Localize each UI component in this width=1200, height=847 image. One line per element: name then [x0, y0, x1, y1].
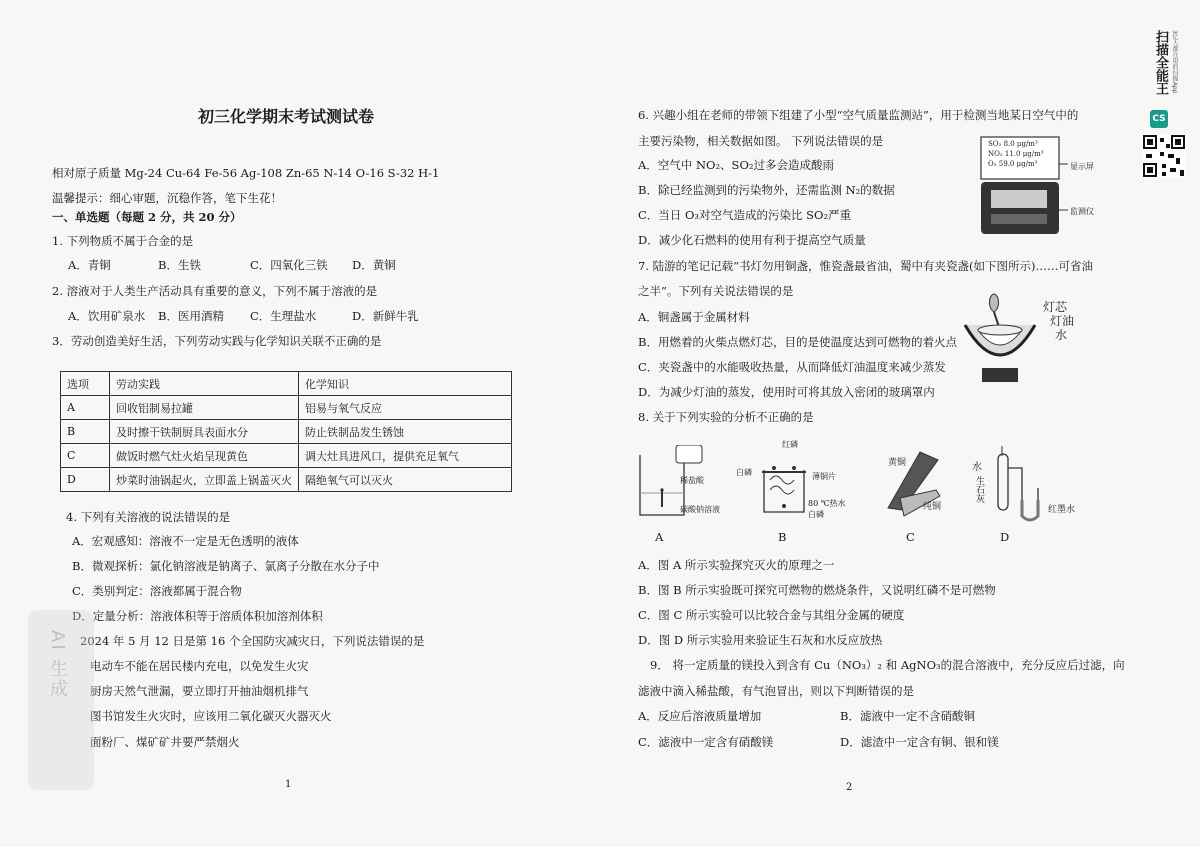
monitor-no2: NO₂ 11.0 μg/m³ [988, 150, 1044, 158]
fig-b-caption: B [778, 530, 787, 544]
question-8: 8. 关于下列实验的分析不正确的是 [638, 410, 814, 424]
table-cell: 铝易与氧气反应 [299, 396, 512, 420]
q4-option-d: D．定量分析：溶液体积等于溶质体积加溶剂体积 [72, 609, 323, 623]
exam-title: 初三化学期末考试测试卷 [198, 107, 375, 126]
question-9-line2: 滤液中滴入稀盐酸，有气泡冒出，则以下判断错误的是 [638, 684, 914, 698]
fig-b-hot-water: 80 ℃热水 [808, 499, 846, 508]
table-cell: 炒菜时油锅起火，立即盖上锅盖灭火 [110, 468, 299, 492]
table-cell: D [61, 468, 110, 492]
fig-c-copper-label: 纯铜 [923, 502, 942, 512]
q1-option-d: D．黄铜 [352, 258, 396, 272]
scanner-brand-name: 扫描全能王 [1153, 30, 1168, 95]
table-cell: 隔绝氧气可以灭火 [299, 468, 512, 492]
q4-option-b: B．微观探析：氯化钠溶液是钠离子、氯离子分散在水分子中 [72, 559, 380, 573]
experiment-b-figure [760, 450, 810, 520]
table-header-cell: 选项 [61, 372, 110, 396]
lamp-label-wick: 灯芯 [1043, 300, 1068, 314]
q2-option-c: C．生理盐水 [250, 309, 317, 323]
exam-tip: 温馨提示：细心审题，沉稳作答，笔下生花！ [52, 191, 282, 205]
table-cell: 防止铁制品发生锈蚀 [299, 420, 512, 444]
monitor-o3: O₃ 59.0 μg/m³ [988, 160, 1038, 168]
table-row [61, 420, 512, 444]
table-header-cell: 化学知识 [299, 372, 512, 396]
fig-d-ink-label: 红墨水 [1048, 505, 1076, 515]
fig-d-lime-label: 生石灰 [974, 476, 984, 503]
fig-d-caption: D [1000, 530, 1010, 544]
q1-option-a: A．青铜 [68, 258, 111, 272]
q6-option-d: D．减少化石燃料的使用有利于提高空气质量 [638, 233, 866, 247]
section-heading: 一、单选题（每题 2 分，共 20 分） [52, 210, 242, 224]
table-cell: 及时擦干铁制厨具表面水分 [110, 420, 299, 444]
table-cell: 调大灶具进风口，提供充足氧气 [299, 444, 512, 468]
monitor-screen-label: 显示屏 [1070, 162, 1094, 171]
q7-option-a: A．铜盏属于金属材料 [638, 310, 750, 324]
fig-b-red-phosphorus: 红磷 [782, 440, 798, 449]
question-3: 3．劳动创造美好生活，下列劳动实践与化学知识关联不正确的是 [52, 334, 382, 348]
question-6-line1: 6. 兴趣小组在老师的带领下组建了小型“空气质量监测站”，用于检测当地某日空气中的 [638, 108, 1079, 122]
q7-option-d: D．为减少灯油的蒸发，使用时可将其放入密闭的玻璃罩内 [638, 385, 935, 399]
q9-option-b: B．滤液中一定不含硝酸铜 [840, 709, 975, 723]
table-row [61, 396, 512, 420]
fig-b-white-phosphorus-2: 白磷 [808, 510, 824, 519]
scanner-tagline: 3亿人都在用的扫描App [1171, 30, 1178, 94]
q2-option-d: D．新鲜牛乳 [352, 309, 419, 323]
monitor-so2: SO₂ 8.0 μg/m³ [988, 140, 1038, 148]
monitor-device-label: 监测仪 [1070, 207, 1094, 216]
q8-option-d: D．图 D 所示实验用来验证生石灰和水反应放热 [638, 633, 883, 647]
q5-option-c: 图书馆发生火灾时，应该用二氧化碳灭火器灭火 [90, 709, 332, 723]
fig-b-white-phosphorus: 白磷 [736, 468, 752, 477]
lamp-label-water: 水 [1055, 328, 1068, 342]
q8-option-a: A．图 A 所示实验探究灭火的原理之一 [638, 558, 835, 572]
question-7-line1: 7. 陆游的笔记记载“书灯勿用铜盏，惟瓷盏最省油，蜀中有夹瓷盏(如下图所示)……可省油 [638, 259, 1093, 273]
table-row [61, 468, 512, 492]
oil-lamp-figure [960, 290, 1040, 390]
q6-option-b: B．除已经监测到的污染物外，还需监测 N₂的数据 [638, 183, 895, 197]
question-4: 4. 下列有关溶液的说法错误的是 [66, 510, 231, 524]
fig-b-copper-sheet: 薄铜片 [812, 472, 836, 481]
table-cell: 做饭时燃气灶火焰呈现黄色 [110, 444, 299, 468]
fig-a-caption: A [655, 530, 664, 544]
labor-knowledge-table [60, 371, 512, 492]
q5-option-b: 厨房天然气泄漏，要立即打开抽油烟机排气 [90, 684, 309, 698]
q7-option-b: B．用燃着的火柴点燃灯芯，目的是使温度达到可燃物的着火点 [638, 335, 957, 349]
question-5: 2024 年 5 月 12 日是第 16 个全国防灾减灾日，下列说法错误的是 [80, 634, 425, 648]
atomic-mass-line: 相对原子质量 Mg-24 Cu-64 Fe-56 Ag-108 Zn-65 N-14 O-16 S-32 H-1 [52, 166, 440, 180]
q9-option-d: D．滤渣中一定含有铜、银和镁 [840, 735, 999, 749]
question-7-line2: 之半”。下列有关说法错误的是 [638, 284, 794, 298]
page-number: 1 [285, 779, 292, 790]
q7-option-c: C．夹瓷盏中的水能吸收热量，从而降低灯油温度来减少蒸发 [638, 360, 946, 374]
scanner-logo-icon: CS [1150, 110, 1168, 128]
qr-code-icon [1142, 134, 1186, 178]
q2-option-b: B．医用酒精 [158, 309, 224, 323]
fig-c-caption: C [906, 530, 915, 544]
fig-a-solution-label: 碳酸钠溶液 [680, 505, 720, 514]
ai-watermark-text: AI 生成 [47, 630, 68, 700]
q8-option-c: C．图 C 所示实验可以比较合金与其组分金属的硬度 [638, 608, 905, 622]
table-cell: B [61, 420, 110, 444]
q1-option-c: C．四氧化三铁 [250, 258, 328, 272]
table-cell: C [61, 444, 110, 468]
q5-option-d: 面粉厂、煤矿矿井要严禁烟火 [90, 735, 240, 749]
question-2: 2. 溶液对于人类生产活动具有重要的意义，下列不属于溶液的是 [52, 284, 378, 298]
question-1: 1. 下列物质不属于合金的是 [52, 234, 194, 248]
table-header-row [61, 372, 512, 396]
q2-option-a: A．饮用矿泉水 [68, 309, 146, 323]
fig-a-acid-label: 稀盐酸 [680, 476, 704, 485]
q6-option-a: A．空气中 NO₂、SO₂过多会造成酸雨 [638, 158, 834, 172]
table-row [61, 444, 512, 468]
lamp-label-oil: 灯油 [1050, 314, 1075, 328]
q9-option-a: A．反应后溶液质量增加 [638, 709, 762, 723]
question-9-line1: 9． 将一定质量的镁投入到含有 Cu（NO₃）₂ 和 AgNO₃的混合溶液中，充分反应后过滤，向 [650, 658, 1125, 672]
q5-option-a: 电动车不能在居民楼内充电，以免发生火灾 [90, 659, 309, 673]
q4-option-a: A．宏观感知：溶液不一定是无色透明的液体 [72, 534, 299, 548]
q6-option-c: C．当日 O₃对空气造成的污染比 SO₂严重 [638, 208, 852, 222]
exam-page-2 [600, 0, 1200, 847]
fig-c-brass-label: 黄铜 [888, 458, 907, 468]
table-header-cell: 劳动实践 [110, 372, 299, 396]
question-6-line2: 主要污染物，相关数据如图。 下列说法错误的是 [638, 134, 884, 148]
page-number: 2 [846, 782, 853, 793]
table-cell: 回收铝制易拉罐 [110, 396, 299, 420]
q9-option-c: C．滤液中一定含有硝酸镁 [638, 735, 774, 749]
table-cell: A [61, 396, 110, 420]
scanner-branding [1142, 10, 1197, 180]
q1-option-b: B．生铁 [158, 258, 201, 272]
q8-option-b: B．图 B 所示实验既可探究可燃物的燃烧条件，又说明红磷不是可燃物 [638, 583, 996, 597]
fig-d-water-label: 水 [972, 462, 982, 473]
q4-option-c: C．类别判定：溶液都属于混合物 [72, 584, 242, 598]
